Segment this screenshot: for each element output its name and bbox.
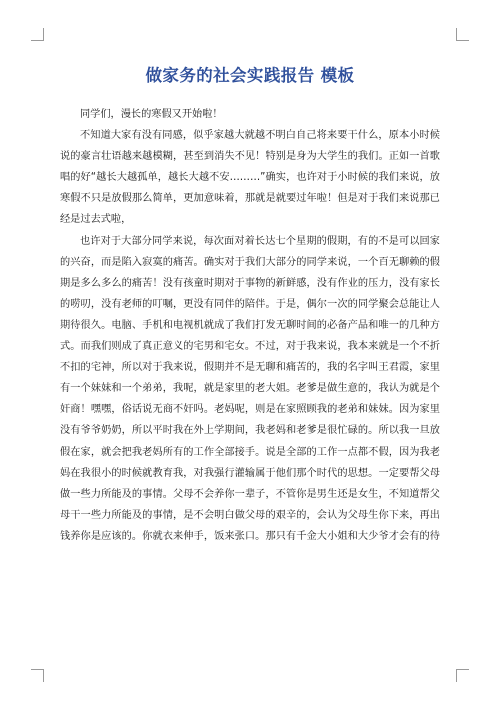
text-line: 期是多么多么的痛苦！没有孩童时期对于事物的新鲜感，没有作业的压力，没有家长	[60, 277, 440, 289]
crop-mark-top-right	[456, 28, 469, 41]
document-body	[60, 104, 440, 547]
text-line: 母干一些力所能及的事情，是不会明白做父母的艰辛的，会认为父母生你下来，再出	[60, 509, 440, 521]
crop-mark-bottom-left	[31, 669, 44, 682]
text-line: 唱的好“越长大越孤单，越长大越不安………”确实，也许对于小时候的我们来说，放	[60, 172, 440, 184]
crop-mark-top-left	[31, 28, 44, 41]
text-line: 说的豪言壮语越来越模糊，甚至到消失不见！特别是身为大学生的我们。正如一首歌	[60, 151, 440, 163]
text-line: 寒假不只是放假那么简单，更加意味着，那就是就要过年啦！但是对于我们来说那已	[60, 193, 440, 205]
crop-mark-bottom-right	[456, 669, 469, 682]
text-line: 式。而我们则成了真正意义的宅男和宅女。不过，对于我来说，我本来就是一个不折	[60, 341, 440, 353]
text-line: 的唠叨，没有老师的叮嘱，更没有同伴的陪伴。于是，偶尔一次的同学聚会总能让人	[60, 298, 440, 310]
text-line: 经是过去式啦，	[60, 214, 132, 226]
text-line: 不知道大家有没有同感，似乎家越大就越不明白自己将来要干什么，原本小时候	[80, 130, 440, 142]
text-line: 也许对于大部分同学来说，每次面对着长达七个星期的假期，有的不是可以回家	[80, 235, 440, 247]
document-title: 做家务的社会实践报告 模板	[145, 66, 355, 85]
text-line: 期待很久。电脑、手机和电视机就成了我们打发无聊时间的必备产品和唯一的几种方	[60, 319, 440, 331]
text-line: 同学们，漫长的寒假又开始啦！	[80, 109, 223, 120]
text-line: 钱养你是应该的。你就衣来伸手，饭来张口。那只有千金大小姐和大少爷才会有的待	[60, 530, 440, 542]
text-line: 妈在我很小的时候就教育我，对我强行灌输属于他们那个时代的思想。一定要帮父母	[60, 467, 440, 479]
text-line: 奸商！嘿嘿，俗话说无商不奸吗。老妈呢，则是在家照顾我的老弟和妹妹。因为家里	[60, 404, 440, 416]
text-line: 假在家，就会把我老妈所有的工作全部接手。说是全部的工作一点都不假，因为我老	[60, 446, 440, 458]
text-line: 的兴奋，而是陷入寂寞的痛苦。确实对于我们大部分的同学来说，一个百无聊赖的假	[60, 256, 440, 268]
text-line: 没有爷爷奶奶，所以平时我在外上学期间，我老妈和老爹是很忙碌的。所以我一旦放	[60, 425, 440, 437]
text-line: 不扣的宅神，所以对于我来说，假期并不是无聊和痛苦的，我的名字叫王君霞，家里	[60, 362, 440, 374]
text-line: 有一个妹妹和一个弟弟，我呢，就是家里的老大姐。老爹是做生意的，我认为就是个	[60, 383, 440, 395]
text-line: 做一些力所能及的事情。父母不会养你一辈子，不管你是男生还是女生，不知道帮父	[60, 488, 440, 500]
